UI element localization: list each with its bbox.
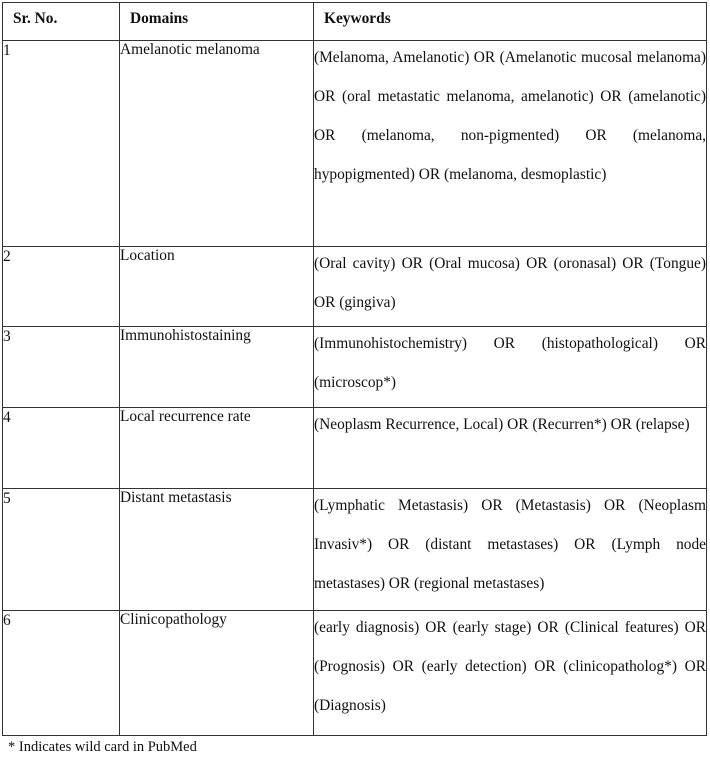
table-row [3, 247, 707, 327]
row-keywords: (Lymphatic Metastasis) OR (Metastasis) OR (Neoplasm Invasiv*) OR (distant metastases) OR (Lymph node metastases) OR (regional metastases) [314, 497, 706, 592]
row-sr-no: 4 [3, 408, 120, 489]
row-keywords: (Oral cavity) OR (Oral mucosa) OR (oronasal) OR (Tongue) OR (gingiva) [314, 255, 706, 311]
table-row [3, 327, 707, 408]
row-keywords-cell [314, 327, 707, 408]
row-keywords: (Neoplasm Recurrence, Local) OR (Recurren*) OR (relapse) [314, 416, 690, 433]
row-keywords-cell [314, 611, 707, 736]
row-sr-no: 3 [3, 327, 120, 408]
row-keywords: (Immunohistochemistry) OR (histopathological) OR (microscop*) [314, 335, 706, 391]
row-keywords: (early diagnosis) OR (early stage) OR (Clinical features) OR (Prognosis) OR (early detection) OR (clinicopatholog*) OR (Diagnosis) [314, 619, 706, 714]
row-domain: Amelanotic melanoma [120, 41, 314, 247]
row-domain: Location [120, 247, 314, 327]
row-domain: Clinicopathology [120, 611, 314, 736]
table-row [3, 408, 707, 489]
header-domains: Domains [120, 3, 314, 41]
row-sr-no: 6 [3, 611, 120, 736]
table-footnote: * Indicates wild card in PubMed [8, 739, 197, 755]
row-sr-no: 2 [3, 247, 120, 327]
row-sr-no: 1 [3, 41, 120, 247]
row-sr-no: 5 [3, 489, 120, 611]
row-domain: Immunohistostaining [120, 327, 314, 408]
row-keywords-cell [314, 247, 707, 327]
row-keywords-cell [314, 408, 707, 489]
table-row [3, 611, 707, 736]
table-row [3, 41, 707, 247]
header-keywords: Keywords [314, 3, 707, 41]
table-header-row [3, 3, 707, 41]
row-keywords-cell [314, 489, 707, 611]
row-keywords-cell [314, 41, 707, 247]
header-sr-no: Sr. No. [3, 3, 120, 41]
row-keywords: (Melanoma, Amelanotic) OR (Amelanotic mucosal melanoma) OR (oral metastatic melanoma, amelanotic) OR (amelanotic) OR (melanoma, non-pigmented) OR (melanoma, hypopigmented) OR (melanoma, desmoplastic) [314, 49, 706, 183]
keywords-table [2, 2, 707, 736]
table-row [3, 489, 707, 611]
row-domain: Distant metastasis [120, 489, 314, 611]
row-domain: Local recurrence rate [120, 408, 314, 489]
